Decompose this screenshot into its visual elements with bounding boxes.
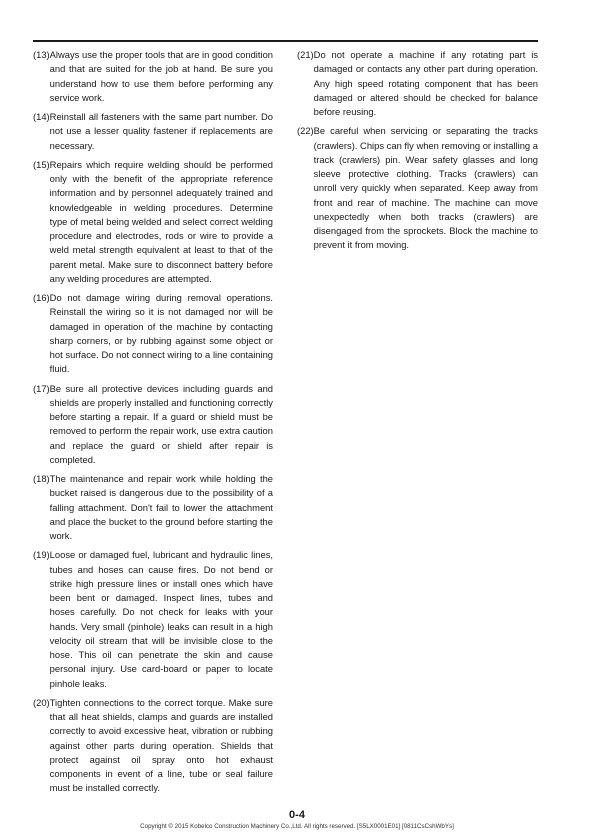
list-item [33, 548, 273, 691]
item-text: The maintenance and repair work while holding the bucket raised is dangerous due to the possibility of a falling attachment. Don't fail to lower the attachment and place the bucket to the ground before starting the work. [49, 473, 273, 541]
header-rule [33, 40, 538, 42]
list-item [33, 472, 273, 543]
list-item [297, 48, 538, 119]
item-text: Loose or damaged fuel, lubricant and hydraulic lines, tubes and hoses can cause fires. Do not bend or strike high pressure lines or install ones which have been bent or damaged. Inspect lines, tubes and hoses carefully. Do not check for leaks with your hands. Very small (pinhole) leaks can result in a high velocity oil stream that will be invisible close to the hose. This oil can penetrate the skin and cause personal injury. Use card-board or paper to locate pinhole leaks. [49, 549, 273, 689]
copyright-notice: Copyright © 2015 Kobelco Construction Machinery Co.,Ltd. All rights reserved. [S5LX0001E01] [0811CsCshWbYs] [140, 823, 454, 830]
list-item [297, 124, 538, 252]
page-number: 0-4 [289, 809, 305, 821]
list-item [33, 291, 273, 377]
item-text: Be careful when servicing or separating the tracks (crawlers). Chips can fly when removing or installing a track (crawlers) pin. Wear safety glasses and long sleeve protective clothing. Tracks (crawlers) can unroll very quickly when separated. Keep away from front and rear of machine. The machine can move unexpectedly when both tracks (crawlers) are disengaged from the sprockets. Block the machine to prevent it from moving. [313, 125, 538, 251]
left-column [33, 48, 273, 801]
right-column [297, 48, 538, 258]
list-item [33, 158, 273, 286]
item-text: Always use the proper tools that are in good condition and that are suited for the job at hand. Be sure you understand how to use them before performing any service work. [49, 49, 273, 103]
item-text: Be sure all protective devices including guards and shields are properly installed and functioning correctly before starting a repair. If a guard or shield must be removed to perform the repair work, use extra caution and replace the guard or shield after repair is completed. [49, 382, 273, 465]
item-text: Tighten connections to the correct torque. Make sure that all heat shields, clamps and guards are installed correctly to avoid excessive heat, vibration or rubbing against other parts during operation. Shields that protect against oil spray onto hot exhaust components in event of a line, tube or seal failure must be installed correctly. [49, 696, 273, 794]
item-number: (18) [33, 473, 50, 484]
item-number: (14) [33, 111, 50, 122]
list-item [33, 696, 273, 796]
item-number: (16) [33, 292, 50, 303]
list-item [33, 382, 273, 468]
item-text: Reinstall all fasteners with the same part number. Do not use a lesser quality fastener if replacements are necessary. [49, 111, 273, 151]
item-text: Do not operate a machine if any rotating part is damaged or contacts any other part during operation. Any high speed rotating component that has been damaged or altered should be checked for balance before reusing. [313, 49, 538, 117]
item-number: (20) [33, 696, 50, 708]
item-text: Repairs which require welding should be performed only with the benefit of the appropriate reference information and by personnel adequately trained and knowledgeable in welding procedures. Determine type of metal being welded and select correct welding procedure and electrodes, rods or wire to provide a weld metal strength equivalent at least to that of the parent metal. Make sure to disconnect battery before any welding procedures are attempted. [49, 158, 273, 284]
item-number: (13) [33, 49, 50, 60]
item-number: (21) [297, 49, 314, 60]
list-item [33, 48, 273, 105]
item-number: (22) [297, 125, 314, 137]
list-item [33, 110, 273, 153]
item-number: (17) [33, 382, 50, 394]
item-text: Do not damage wiring during removal operations. Reinstall the wiring so it is not damaged nor will be damaged in operation of the machine by contacting sharp corners, or by rubbing against some object or hot surface. Do not connect wiring to a line containing fluid. [49, 292, 273, 375]
item-number: (15) [33, 158, 50, 170]
item-number: (19) [33, 549, 50, 561]
